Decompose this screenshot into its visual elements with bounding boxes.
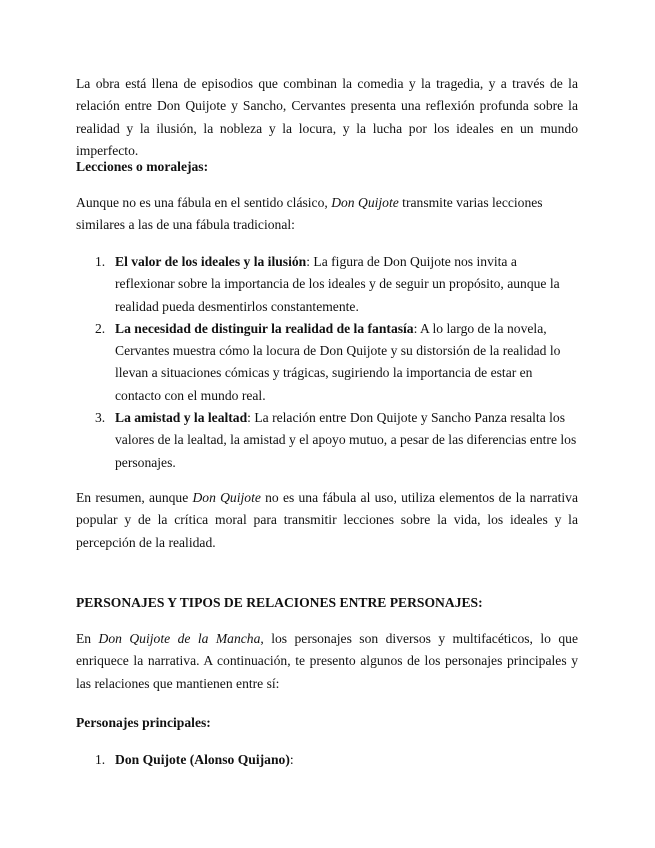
paragraph-intro: La obra está llena de episodios que combinan la comedia y la tragedia, y a través de la relación entre Don Quijote y Sancho, Cervantes presenta una reflexión profunda sobre la realidad y la ilusión, la nobleza y la locura, y la lucha por los ideales en un mundo imperfecto. — [76, 76, 578, 158]
list-item-text: : La relación entre Don Quijote y Sancho Panza resalta los valores de la lealtad, la amistad y el apoyo mutuo, a pesar de las diferencias entre los personajes. — [115, 410, 577, 470]
list-number: 1. — [95, 254, 106, 269]
paragraph-resumen: En resumen, aunque Don Quijote no es una fábula al uso, utiliza elementos de la narrativa popular y de la crítica moral para transmitir lecciones sobre la vida, los ideales y la percepción de la realidad. — [76, 490, 578, 550]
paragraph-fabula: Aunque no es una fábula en el sentido clásico, Don Quijote transmite varias lecciones similares a las de una fábula tradicional: — [76, 195, 543, 233]
list-item — [76, 749, 578, 771]
list-item-text: : A lo largo de la novela, Cervantes muestra cómo la locura de Don Quijote y su distorsión de la realidad lo llevan a situaciones cómicas y trágicas, sugiriendo la importancia de estar en contacto con el mundo real. — [115, 320, 561, 403]
list-number: 2. — [95, 320, 106, 336]
emphasis-title: Don Quijote de la Mancha — [98, 631, 261, 646]
list-item-title: Don Quijote (Alonso Quijano) — [115, 752, 290, 767]
paragraph-personajes: En Don Quijote de la Mancha, los personajes son diversos y multifacéticos, lo que enriquece la narrativa. A continuación, te presento algunos de los personajes principales y las relaciones que mantienen entre sí: — [76, 631, 579, 691]
heading-lecciones: Lecciones o moralejas: — [76, 159, 209, 174]
characters-list — [76, 749, 578, 771]
emphasis-title: Don Quijote — [331, 195, 399, 210]
list-number: 1. — [95, 752, 106, 767]
list-item-title: La necesidad de distinguir la realidad de la fantasía — [115, 320, 414, 336]
emphasis-title: Don Quijote — [192, 490, 261, 505]
heading-personajes: PERSONAJES Y TIPOS DE RELACIONES ENTRE PERSONAJES: — [76, 595, 483, 610]
list-item — [76, 407, 578, 474]
list-item — [76, 318, 578, 407]
list-item-title: El valor de los ideales y la ilusión — [115, 254, 307, 269]
list-item-title: La amistad y la lealtad — [115, 410, 248, 426]
list-item — [76, 251, 578, 318]
lessons-list — [76, 251, 578, 474]
heading-principales: Personajes principales: — [76, 715, 211, 730]
list-item-text: : — [289, 752, 294, 767]
list-item-text: : La figura de Don Quijote nos invita a reflexionar sobre la importancia de los ideales y de seguir un propósito, aunque la realidad pueda desmentirlos constantemente. — [115, 254, 560, 314]
list-number: 3. — [95, 410, 106, 426]
